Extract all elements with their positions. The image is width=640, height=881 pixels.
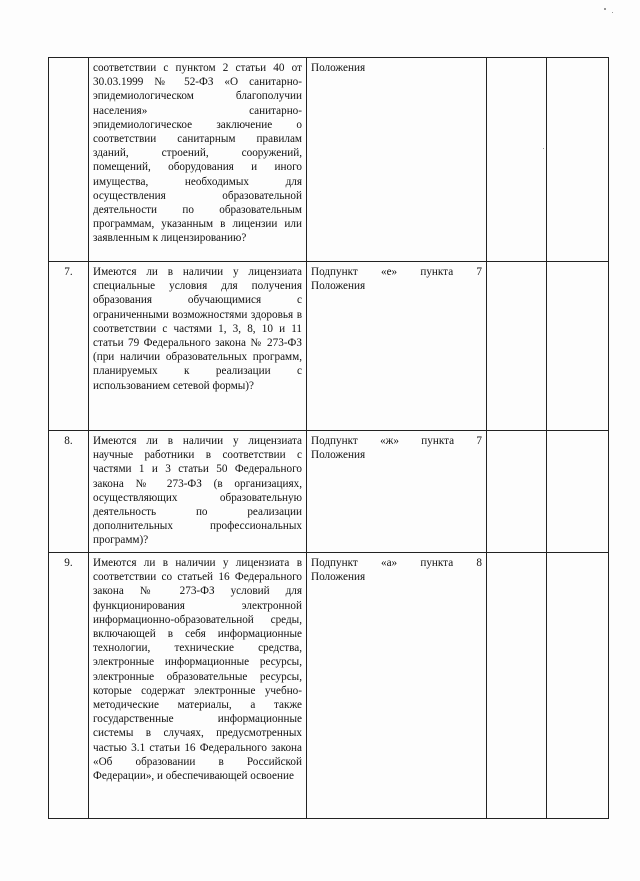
scan-speck [604,8,606,10]
reference-word: пункта [420,557,454,569]
checklist-table [48,57,609,819]
reference-line [311,556,482,570]
reference-word: пункта [420,266,454,278]
row-number: 9. [49,553,89,819]
reference-word: Подпункт [311,266,358,278]
reference-letter: «ж» [380,435,399,447]
question-text: Имеются ли в наличии у лицензиата научные работники в соответствии с частями 1 и 3 статьи 50 Федерального закона № 273-ФЗ (в организациях, осуществляющих образовательную деятельность по реализации дополнительных профессиональных программ)? [89,431,307,553]
reference-number: 8 [476,557,482,569]
reference-word: Подпункт [311,557,358,569]
table-row [49,262,609,431]
empty-cell [547,262,609,431]
legal-reference [307,262,487,431]
reference-line [311,434,482,448]
empty-cell [547,553,609,819]
row-number: 8. [49,431,89,553]
legal-reference [307,58,487,262]
reference-letter: «е» [380,266,398,278]
reference-line: Положения [311,571,366,584]
empty-cell [547,58,609,262]
reference-line: Положения [311,280,366,293]
empty-cell [487,58,547,262]
reference-letter: «а» [380,557,398,569]
question-text: Имеются ли в наличии у лицензиата в соответствии со статьей 16 Федерального закона № 273-ФЗ условий для функционирования электронной информационно-образовательной среды, включающей в себя информационные технологии, технические средства, электронные информационные ресурсы, электронные образовательные ресурсы, которые содержат электронные учебно-методические материалы, а также государственные информационные системы в случаях, предусмотренных частью 3.1 статьи 16 Федерального закона «Об образовании в Российской Федерации», и обеспечивающей освоение [89,553,307,819]
question-text: соответствии с пунктом 2 статьи 40 от 30.03.1999 № 52-ФЗ «О санитарно-эпидемиологическом благополучии населения» санитарно-эпидемиологическое заключение о соответствии санитарным правилам зданий, строений, сооружений, помещений, оборудования и иного имущества, необходимых для осуществления образовательной деятельности по образовательным программам, указанным в лицензии или заявленным к лицензированию? [89,58,307,262]
legal-reference [307,553,487,819]
reference-word: Подпункт [311,435,358,447]
reference-number: 7 [476,266,482,278]
reference-word: пункта [421,435,455,447]
reference-line: Положения [311,449,366,462]
empty-cell [487,553,547,819]
empty-cell [547,431,609,553]
row-number: 7. [49,262,89,431]
reference-word: Положения [311,62,366,74]
legal-reference [307,431,487,553]
row-number [49,58,89,262]
reference-line [311,265,482,279]
empty-cell [487,431,547,553]
table-row [49,58,609,262]
table-row [49,553,609,819]
table-row [49,431,609,553]
question-text: Имеются ли в наличии у лицензиата специальные условия для получения образования обучающимися с ограниченными возможностями здоровья в соответствии с частями 1, 3, 8, 10 и 11 статьи 79 Федерального закона № 273-ФЗ (при наличии образовательных программ, планируемых к реализации с использованием сетевой формы)? [89,262,307,431]
scan-speck [612,12,613,13]
empty-cell [487,262,547,431]
reference-number: 7 [476,435,482,447]
reference-line [311,61,482,75]
